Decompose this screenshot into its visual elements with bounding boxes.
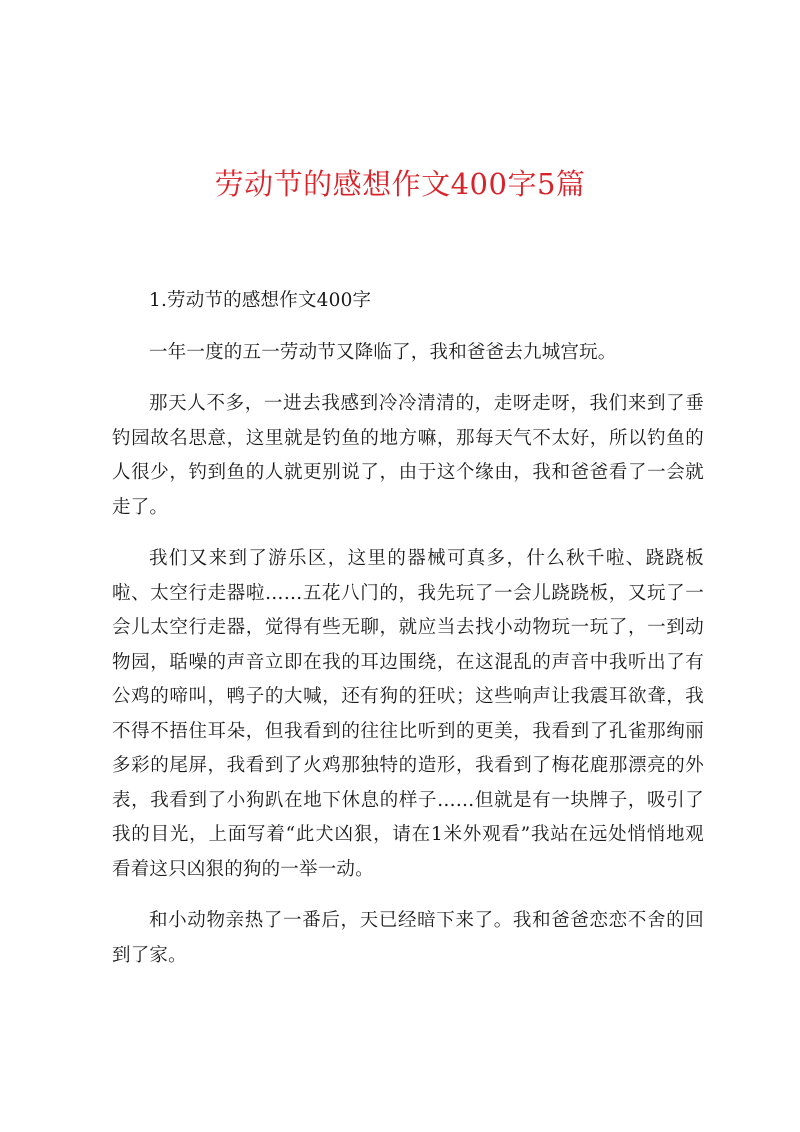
paragraph-2: 那天人不多，一进去我感到冷冷清清的，走呀走呀，我们来到了垂钓园故名思意，这里就是钓鱼的地方嘛，那每天气不太好，所以钓鱼的人很少，钓到鱼的人就更别说了，由于这个缘由，我和爸爸看了一会就走了。 (112, 393, 704, 518)
paragraph-4: 和小动物亲热了一番后，天已经暗下来了。我和爸爸恋恋不舍的回到了家。 (112, 910, 704, 966)
section-heading: 1.劳动节的感想作文400字 (149, 290, 372, 311)
paragraph-3: 我们又来到了游乐区，这里的器械可真多，什么秋千啦、跷跷板啦、太空行走器啦……五花八门的，我先玩了一会儿跷跷板，又玩了一会儿太空行走器，觉得有些无聊，就应当去找小动物玩一玩了，一到动物园，聒噪的声音立即在我的耳边围绕，在这混乱的声音中我听出了有公鸡的啼叫，鸭子的大喊，还有狗的狂吠；这些响声让我震耳欲聋，我不得不捂住耳朵，但我看到的往往比听到的更美，我看到了孔雀那绚丽多彩的尾屏，我看到了火鸡那独特的造形，我看到了梅花鹿那漂亮的外表，我看到了小狗趴在地下休息的样子……但就是有一块牌子，吸引了我的目光，上面写着“此犬凶狠，请在1米外观看”我站在远处悄悄地观看着这只凶狠的狗的一举一动。 (112, 548, 704, 880)
paragraph-1: 一年一度的五一劳动节又降临了，我和爸爸去九城宫玩。 (149, 341, 617, 363)
document-title: 劳动节的感想作文400字5篇 (214, 167, 586, 201)
document-body (112, 284, 704, 990)
